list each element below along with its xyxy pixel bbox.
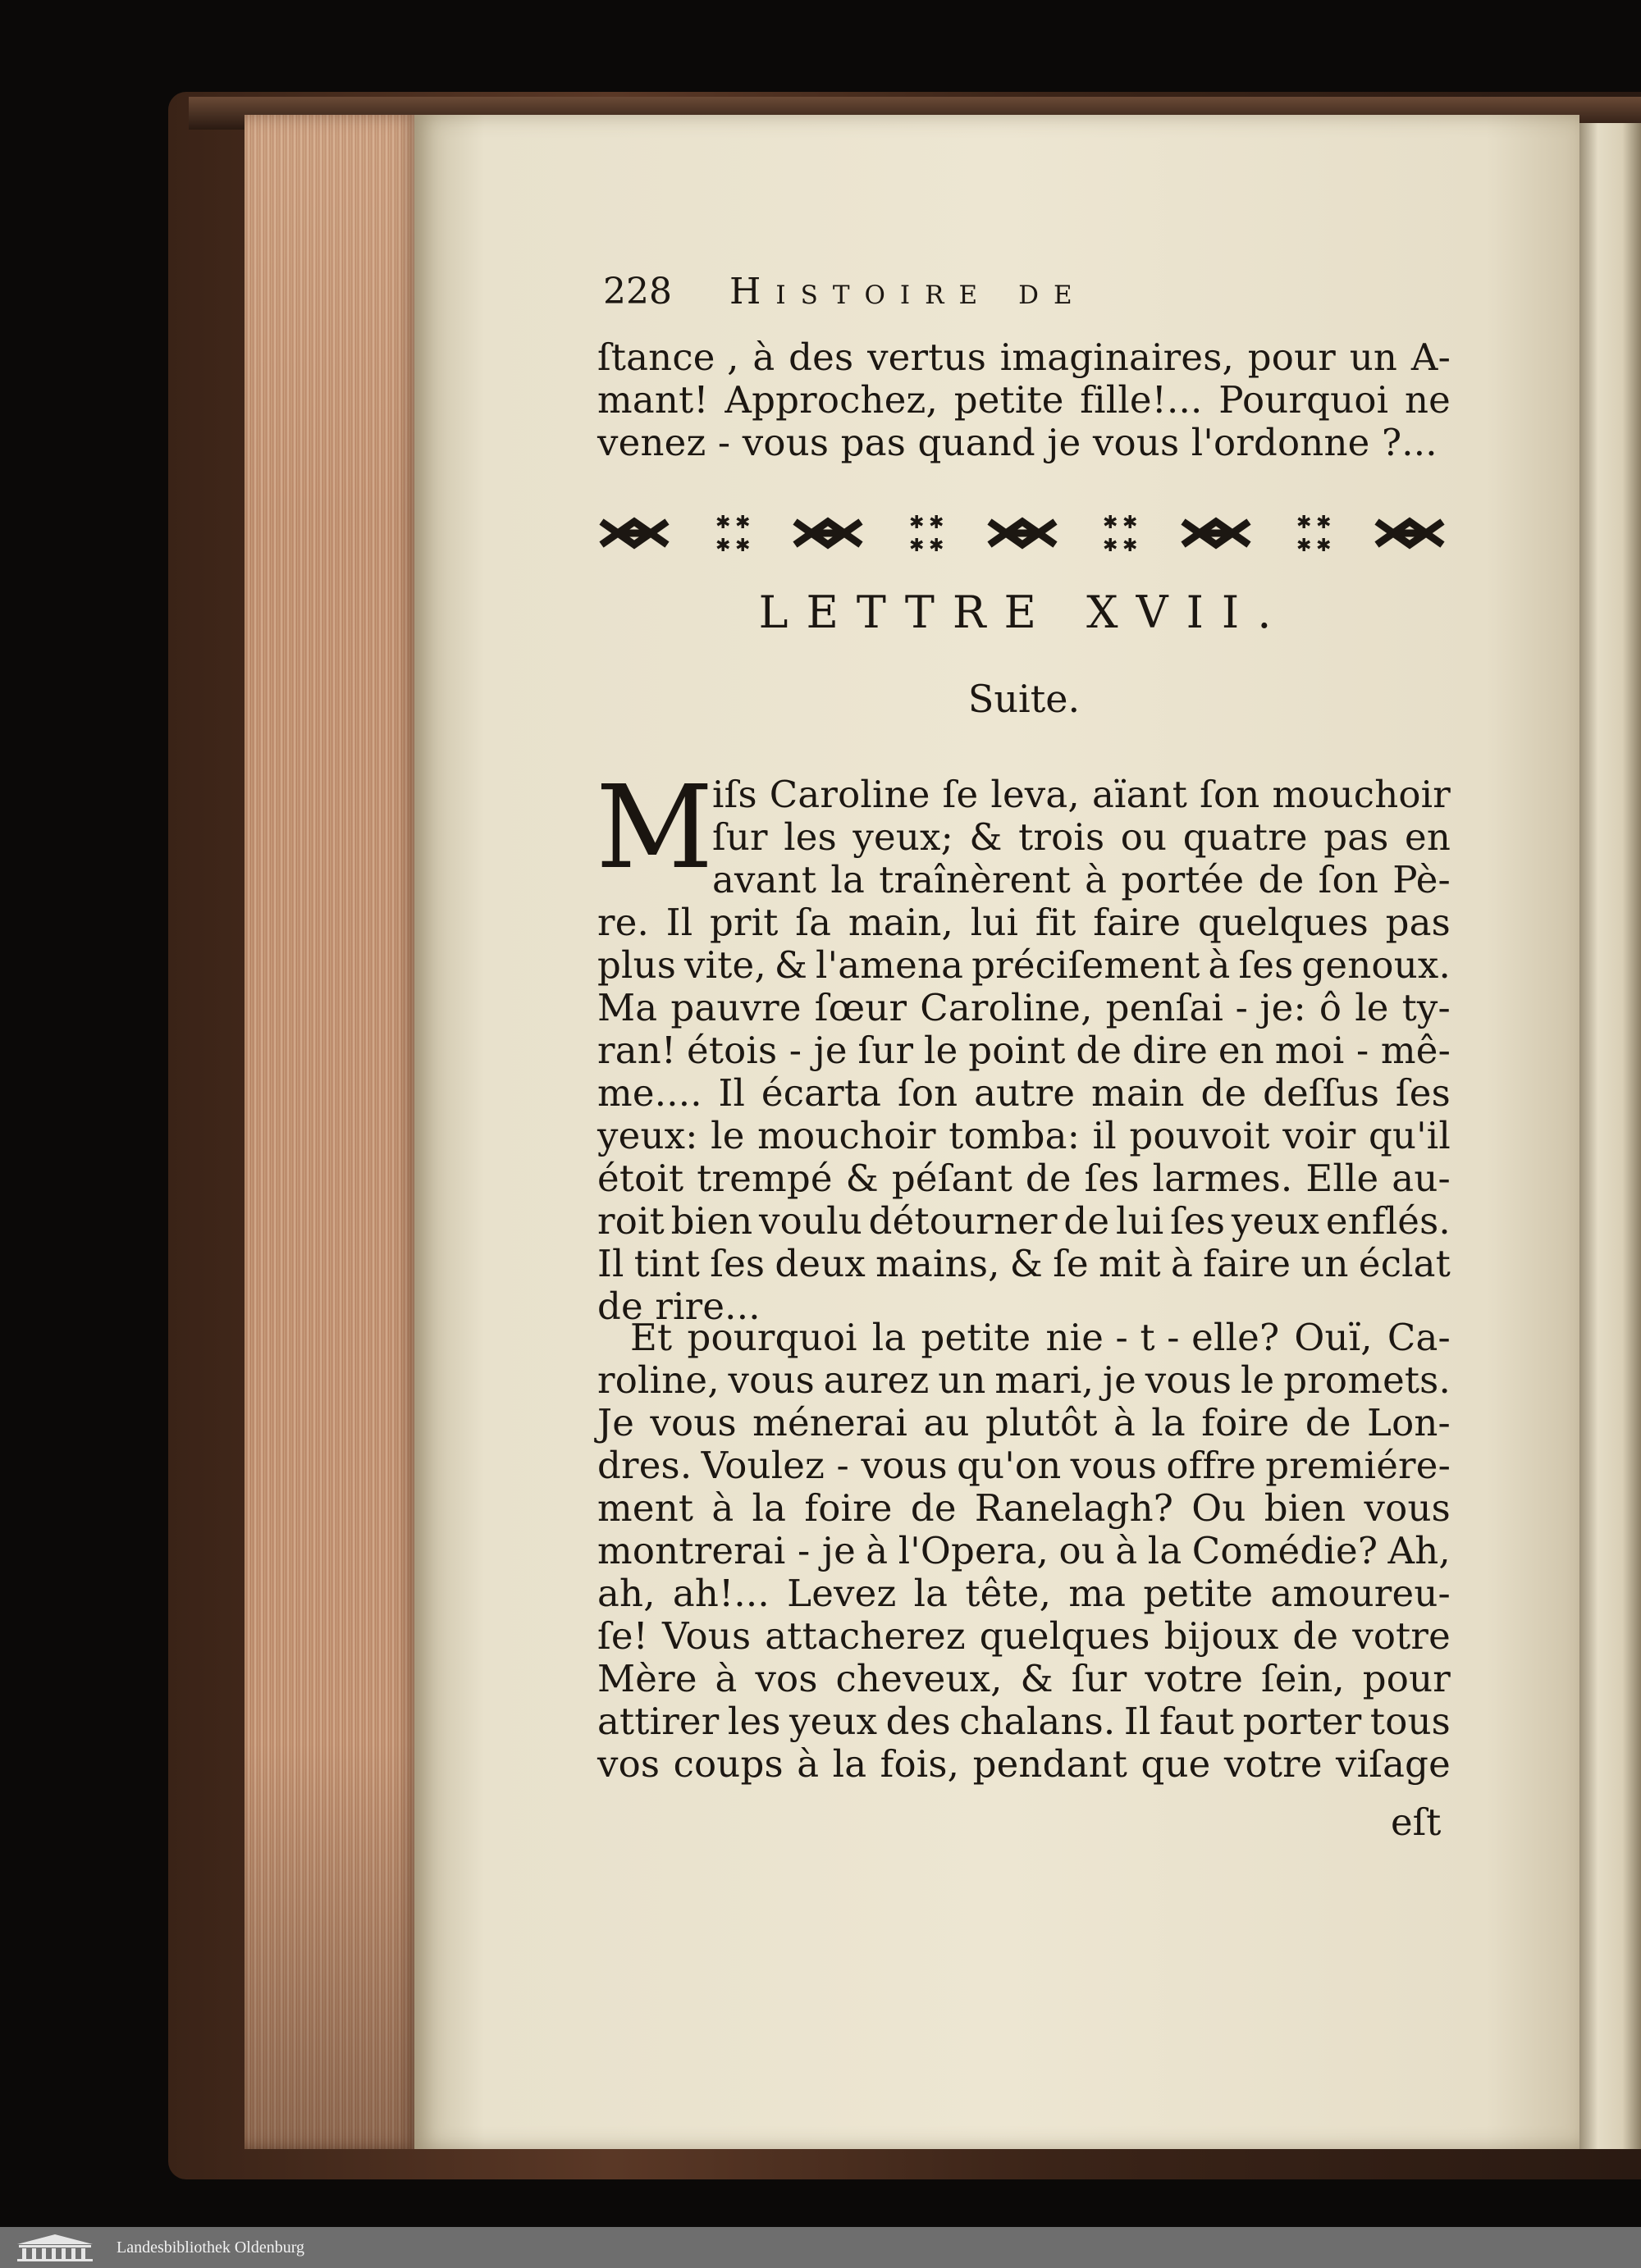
word: il (1092, 1114, 1117, 1157)
svg-text:✱: ✱ (1103, 513, 1118, 533)
word: main, (848, 901, 954, 944)
word: Pè- (1392, 858, 1451, 901)
word: venez - vous pas quand je vous l'ordonne ?... (597, 421, 1438, 464)
word: plutôt (985, 1401, 1098, 1444)
word: autre (974, 1071, 1076, 1115)
word: de (1076, 1029, 1122, 1072)
ornament-fleuron-icon (1179, 515, 1257, 551)
word: pas (1323, 815, 1389, 859)
word: petite (1143, 1572, 1254, 1615)
svg-text:✱: ✱ (908, 536, 925, 556)
word: qu'on (957, 1444, 1062, 1487)
word: tous (1369, 1700, 1451, 1743)
word: dres. (597, 1444, 693, 1487)
word: vous (728, 1358, 815, 1402)
word: à (1113, 1401, 1136, 1444)
word: bien (670, 1199, 753, 1243)
text-line (597, 1487, 1451, 1530)
word: le (711, 1114, 745, 1157)
word: porter (1242, 1700, 1362, 1743)
word: un (1349, 335, 1398, 379)
word: ſein, (1260, 1657, 1345, 1700)
word: de (1200, 1071, 1247, 1115)
word: attirer (597, 1700, 720, 1743)
svg-text:✱: ✱ (715, 513, 731, 533)
text-line (712, 773, 1451, 816)
word: un (1300, 1242, 1349, 1285)
word: Voulez - vous (701, 1444, 948, 1487)
word: vous (650, 1401, 737, 1444)
word: de (1292, 1614, 1339, 1658)
text-line (597, 1029, 1451, 1072)
svg-text:✱: ✱ (1103, 536, 1118, 556)
word: & (845, 1157, 879, 1200)
word: pas (1385, 901, 1451, 944)
word: yeux (1231, 1199, 1320, 1243)
word: point (968, 1029, 1066, 1072)
word: ou (1120, 815, 1168, 859)
word: le (924, 1029, 958, 1072)
svg-text:✱: ✱ (1316, 536, 1332, 556)
word: la (1151, 1401, 1186, 1444)
page-number: 228 (603, 270, 672, 313)
word: traînèrent (879, 858, 1071, 901)
word: aurez (823, 1358, 930, 1402)
letter-heading: LETTRE XVII. (758, 586, 1290, 638)
word: dire (1132, 1029, 1209, 1072)
word: de (1258, 858, 1305, 901)
word: votre (1352, 1614, 1451, 1658)
word: main (1090, 1071, 1185, 1115)
text-line (630, 1317, 1451, 1359)
text-line (597, 1444, 1451, 1487)
svg-text:✱: ✱ (1122, 513, 1138, 533)
word: foire (804, 1486, 893, 1530)
word: Il (1123, 1700, 1151, 1743)
word: Il (718, 1071, 746, 1115)
word: montrerai - je (597, 1529, 856, 1572)
word: les (727, 1700, 781, 1743)
word: fit (1035, 901, 1076, 944)
word: trempé (697, 1157, 833, 1200)
text-line (597, 422, 1451, 464)
word: trois (1018, 815, 1105, 859)
text-line (597, 379, 1451, 422)
word: yeux; (852, 815, 953, 859)
word: quelques (979, 1614, 1150, 1658)
word: pourquoi (687, 1316, 857, 1359)
running-head (603, 267, 1342, 316)
text-line (597, 944, 1451, 987)
drop-cap: M (596, 761, 714, 895)
word: ſe (942, 773, 979, 816)
word: le (1355, 986, 1389, 1029)
word: offre (1166, 1444, 1256, 1487)
word: lui (970, 901, 1019, 944)
word: Vous (661, 1614, 752, 1658)
word: à (1085, 858, 1108, 901)
word: imaginaires, (999, 335, 1234, 379)
word: pouvoit (1129, 1114, 1270, 1157)
word: pauvre (670, 986, 802, 1029)
word: tomba: (948, 1114, 1081, 1157)
svg-text:✱: ✱ (1316, 513, 1332, 533)
word: Je (597, 1401, 635, 1444)
word: viſage (1336, 1742, 1451, 1786)
word: de (1305, 1401, 1351, 1444)
word: en (1218, 1029, 1264, 1072)
word: & (774, 943, 808, 987)
word: & (969, 815, 1003, 859)
word: pour (1362, 1657, 1451, 1700)
word: roline, (597, 1358, 720, 1402)
word: petite (921, 1316, 1031, 1359)
word: Comédie? (1191, 1529, 1378, 1572)
text-line (597, 1115, 1451, 1157)
word: attacherez (765, 1614, 966, 1658)
word: à (797, 1742, 820, 1786)
word: la (871, 1316, 907, 1359)
word: ſon (1200, 773, 1260, 816)
word: éclat (1358, 1242, 1451, 1285)
paragraph-1 (596, 761, 1451, 1328)
word: foire (1201, 1401, 1290, 1444)
word: Ah, (1387, 1529, 1451, 1572)
svg-text:✱: ✱ (715, 536, 731, 556)
word: Lon- (1366, 1401, 1451, 1444)
ornament-band (597, 504, 1451, 562)
word: au- (1392, 1157, 1451, 1200)
text-line (597, 336, 1451, 379)
word: roit (597, 1199, 665, 1243)
word: ſes (1395, 1071, 1451, 1115)
running-title: Histoire de (729, 270, 1087, 313)
word: Levez (787, 1572, 897, 1615)
word: ſa (795, 901, 832, 944)
word: fois, (880, 1742, 960, 1786)
word: deux (775, 1242, 866, 1285)
word: ne (1404, 378, 1451, 422)
word: à (1115, 1529, 1138, 1572)
word: l'amena (816, 943, 964, 987)
text-line (597, 1658, 1451, 1700)
word: ſe! (597, 1614, 648, 1658)
text-line (597, 1359, 1451, 1402)
word: mari, (994, 1358, 1095, 1402)
word: voulu (759, 1199, 862, 1243)
word: A- (1410, 335, 1451, 379)
word: bijoux (1163, 1614, 1279, 1658)
word: ſœur (814, 986, 907, 1029)
ornament-stars-icon (709, 509, 758, 558)
word: la (752, 1486, 787, 1530)
word: voir (1282, 1114, 1356, 1157)
word: le (1240, 1358, 1275, 1402)
text-line (597, 1402, 1451, 1444)
word: faut (1159, 1700, 1235, 1743)
text-line (597, 1700, 1451, 1743)
text-line (597, 901, 1451, 944)
word: pour (1247, 335, 1336, 379)
text-line (597, 1157, 1451, 1200)
word: détourner (868, 1199, 1058, 1243)
catchword: eſt (1391, 1800, 1442, 1844)
word: ſes (1084, 1157, 1140, 1200)
word: enflés. (1325, 1199, 1451, 1243)
word: en (1404, 815, 1451, 859)
word: portée (1121, 858, 1245, 901)
word: Ou (1191, 1486, 1246, 1530)
word: yeux: (597, 1114, 698, 1157)
word: vite, (684, 943, 766, 987)
ornament-fleuron-icon (597, 515, 675, 551)
word: la (830, 858, 866, 901)
word: de (910, 1486, 957, 1530)
word: votre (1145, 1657, 1244, 1700)
text-line (597, 987, 1451, 1029)
word: pendant (972, 1742, 1128, 1786)
word: la (913, 1572, 948, 1615)
word: Mère (597, 1657, 697, 1700)
word: mant! (597, 378, 709, 422)
word: mouchoir (1272, 773, 1451, 816)
word: que (1140, 1742, 1211, 1786)
word: faire (1093, 901, 1182, 944)
word: ô (1319, 986, 1342, 1029)
word: ſur (1071, 1657, 1127, 1700)
word: mouchoir (757, 1114, 936, 1157)
word: avant (712, 858, 817, 901)
word: ment (597, 1486, 694, 1530)
word: ſe (1053, 1242, 1089, 1285)
word: iſs (712, 773, 757, 816)
word: à (752, 335, 775, 379)
svg-text:✱: ✱ (1296, 536, 1312, 556)
word: Ma (597, 986, 658, 1029)
text-line (597, 1615, 1451, 1658)
word: premiére- (1265, 1444, 1451, 1487)
ornament-fleuron-icon (1373, 515, 1451, 551)
word: cheveux, (835, 1657, 1003, 1700)
word: petite (953, 378, 1064, 422)
word: Caroline, (920, 986, 1093, 1029)
word: quelques (1197, 901, 1369, 944)
word: ma (1068, 1572, 1127, 1615)
word: de (1025, 1157, 1072, 1200)
word: ou (1058, 1529, 1105, 1572)
word: amoureu- (1270, 1572, 1451, 1615)
word: la (832, 1742, 867, 1786)
word: plus (597, 943, 677, 987)
word: ſes (710, 1242, 766, 1285)
word: penſai - je: (1105, 986, 1306, 1029)
word: des (789, 335, 854, 379)
word: étoit (597, 1157, 684, 1200)
word: faire (1203, 1242, 1291, 1285)
page-edges (245, 115, 418, 2149)
word: mit (1099, 1242, 1161, 1285)
text-top (597, 336, 1451, 464)
svg-text:✱: ✱ (928, 513, 944, 533)
word: Ranelagh? (974, 1486, 1174, 1530)
word: mains, (875, 1242, 1000, 1285)
word: Ca- (1387, 1316, 1451, 1359)
word: ah, (597, 1572, 656, 1615)
paragraph-2 (597, 1317, 1451, 1786)
word: & (1009, 1242, 1044, 1285)
word: étois - je (687, 1029, 848, 1072)
ornament-stars-icon (903, 509, 952, 558)
word: coups (673, 1742, 784, 1786)
word: lui (1116, 1199, 1164, 1243)
text-line (597, 1572, 1451, 1615)
text-line (597, 1243, 1451, 1285)
word: quatre (1182, 815, 1308, 859)
word: ſes (1238, 943, 1294, 987)
word: ménerai (752, 1401, 908, 1444)
word: écarta (761, 1071, 882, 1115)
word: me.... (597, 1071, 702, 1115)
svg-text:✱: ✱ (928, 536, 944, 556)
text-line (597, 1200, 1451, 1243)
word: vous (1070, 1444, 1158, 1487)
word: vous (1145, 1358, 1232, 1402)
word: à (866, 1529, 889, 1572)
word: la (1147, 1529, 1182, 1572)
ornament-fleuron-icon (791, 515, 869, 551)
word: tête, (965, 1572, 1052, 1615)
text-line (597, 1530, 1451, 1572)
word: Approchez, (725, 378, 938, 422)
svg-text:✱: ✱ (734, 536, 751, 556)
word: à (1170, 1242, 1193, 1285)
word: aïant (1091, 773, 1188, 816)
word: des (885, 1700, 951, 1743)
text-line (597, 1743, 1451, 1786)
word: vertus (867, 335, 986, 379)
text-line (712, 816, 1451, 859)
word: votre (1223, 1742, 1323, 1786)
word: de rire... (597, 1285, 761, 1328)
library-building-icon (10, 2231, 100, 2264)
word: bien (1264, 1486, 1346, 1530)
word: un (938, 1358, 986, 1402)
word: Elle (1305, 1157, 1379, 1200)
word: à (1208, 943, 1231, 987)
word: ſon (897, 1071, 958, 1115)
word: je (1102, 1358, 1136, 1402)
text-line (597, 1072, 1451, 1115)
word: & (1020, 1657, 1054, 1700)
word: préciſement (971, 943, 1200, 987)
word: de (1063, 1199, 1110, 1243)
word: les (784, 815, 837, 859)
word: fille!... (1080, 378, 1203, 422)
word: vous (1364, 1486, 1451, 1530)
svg-text:✱: ✱ (734, 513, 751, 533)
word: au (923, 1401, 970, 1444)
word: à (715, 1657, 738, 1700)
word: Il (665, 901, 693, 944)
word: Il (597, 1242, 624, 1285)
word: à (711, 1486, 734, 1530)
word: ſur (857, 1029, 914, 1072)
svg-text:✱: ✱ (1296, 513, 1312, 533)
ornament-fleuron-icon (985, 515, 1063, 551)
subheading: Suite. (967, 677, 1081, 721)
word: chalans. (959, 1700, 1116, 1743)
word: ah!... (672, 1572, 770, 1615)
word: Caroline (769, 773, 930, 816)
word: ſur (712, 815, 768, 859)
footer-library-label: Landesbibliothek Oldenburg (117, 2238, 305, 2257)
word: ty- (1401, 986, 1451, 1029)
word: péſant (891, 1157, 1013, 1200)
word: tint (633, 1242, 701, 1285)
word: ſtance , (597, 335, 739, 379)
word: moi - mê- (1274, 1029, 1451, 1072)
text-line (712, 859, 1451, 901)
word: leva, (990, 773, 1080, 816)
facing-page-edge (1579, 123, 1641, 2149)
word: re. (597, 901, 650, 944)
ornament-stars-icon (1096, 509, 1145, 558)
word: vos (597, 1742, 661, 1786)
word: promets. (1283, 1358, 1451, 1402)
word: Ouï, (1294, 1316, 1373, 1359)
word: prit (710, 901, 779, 944)
word: qu'il (1369, 1114, 1451, 1157)
ornament-stars-icon (1290, 509, 1339, 558)
word: nie - t - elle? (1045, 1316, 1280, 1359)
word: deſſus (1263, 1071, 1380, 1115)
word: vos (755, 1657, 818, 1700)
word: larmes. (1152, 1157, 1293, 1200)
word: ran! (597, 1029, 677, 1072)
word: Pourquoi (1218, 378, 1389, 422)
word: Et (630, 1316, 673, 1359)
word: ſon (1318, 858, 1379, 901)
word: ſes (1170, 1199, 1226, 1243)
svg-text:✱: ✱ (1122, 536, 1138, 556)
word: yeux (789, 1700, 878, 1743)
svg-text:✱: ✱ (908, 513, 925, 533)
word: l'Opera, (898, 1529, 1049, 1572)
word: genoux. (1301, 943, 1451, 987)
footer-bar (0, 2227, 1641, 2268)
